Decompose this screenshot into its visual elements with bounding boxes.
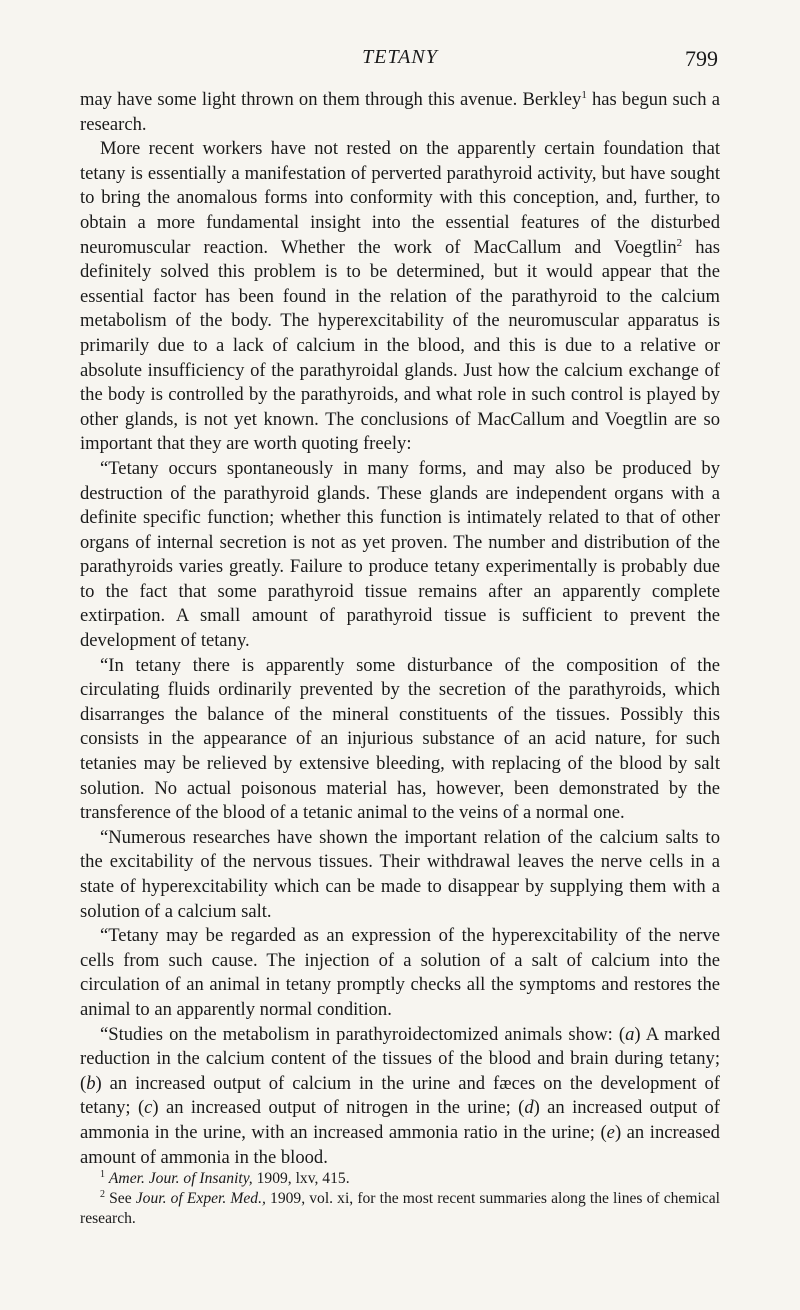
footnote-marker: 2 bbox=[676, 236, 683, 249]
italic-text: Jour. of Exper. Med., bbox=[135, 1190, 266, 1207]
footnote bbox=[80, 1169, 720, 1189]
italic-text: c bbox=[144, 1097, 153, 1119]
italic-text: a bbox=[625, 1023, 635, 1045]
page-header bbox=[80, 40, 720, 72]
footnote-marker: 1 bbox=[100, 1168, 105, 1180]
text-run: More recent workers have not rested on the apparently certain foundation that tetany is essentially a manifestation of perverted parathyroid activity, but have sought to bring the anomalous forms into conformity with this conception, and, further, to obtain a more fundamental insight into the essential features of the disturbed neuromuscular reaction. Whether the work of MacCallum and Voegtlin bbox=[80, 138, 720, 258]
text-run: “Studies on the metabolism in parathyroidectomized animals show: ( bbox=[100, 1023, 626, 1045]
italic-text: Amer. Jour. of Insanity, bbox=[108, 1170, 253, 1187]
footnote-marker: 2 bbox=[100, 1188, 105, 1200]
text-run: ) an increased amount of ammonia in the blood. bbox=[80, 1121, 720, 1168]
footnote bbox=[80, 1189, 720, 1229]
text-run: 1909, lxv, 415. bbox=[252, 1170, 350, 1187]
text-run: “Tetany may be regarded as an expression of the hyperexcitability of the nerve cells from such cause. The injection of a solution of a salt of calcium into the circulation of an animal in tetany promptly checks all the symptoms and restores the animal to an apparently normal condition. bbox=[80, 925, 720, 1020]
text-run: has definitely solved this problem is to be determined, but it would appear that the essential factor has been found in the relation of the parathyroid to the calcium metabolism of the body. The hyperexcitability of the neuromuscular apparatus is primarily due to a lack of calcium in the blood, and this is due to a relative or absolute insufficiency of the parathyroidal glands. Just how the calcium exchange of the body is controlled by the parathyroids, and what role in such control is played by other glands, is not yet known. The conclusions of MacCallum and Voegtlin are so important that they are worth quoting freely: bbox=[80, 236, 720, 455]
italic-text: b bbox=[86, 1072, 96, 1094]
body-text bbox=[80, 88, 720, 1170]
footnotes bbox=[80, 1169, 720, 1229]
running-title: TETANY bbox=[362, 46, 438, 68]
paragraph bbox=[80, 457, 720, 654]
text-run: “Tetany occurs spontaneously in many forms, and may also be produced by destruction of the parathyroid glands. These glands are independent organs with a definite specific function; whether this function is intimately related to that of other organs of internal secretion is not as yet proven. The number and distribution of the parathyroids varies greatly. Failure to produce tetany experimentally is probably due to the fact that some parathyroid tissue remains after an apparently complete extirpation. A small amount of parathyroid tissue is sufficient to prevent the development of tetany. bbox=[80, 457, 720, 652]
paragraph bbox=[80, 1023, 720, 1171]
text-run: may have some light thrown on them through this avenue. Berkley bbox=[80, 89, 582, 110]
footnote-marker: 1 bbox=[581, 88, 587, 101]
text-run: See bbox=[105, 1190, 136, 1207]
paragraph bbox=[80, 137, 720, 457]
text-run: ) an increased output of nitrogen in the urine; ( bbox=[152, 1097, 525, 1119]
paragraph bbox=[80, 654, 720, 826]
paragraph bbox=[80, 88, 720, 137]
page-number: 799 bbox=[685, 46, 718, 71]
italic-text: e bbox=[606, 1121, 615, 1143]
text-run: ) A marked reduction in the calcium content of the tissues of the blood and brain during tetany; ( bbox=[80, 1023, 720, 1094]
paragraph bbox=[80, 924, 720, 1022]
paragraph bbox=[80, 826, 720, 924]
text-run: “In tetany there is apparently some disturbance of the composition of the circulating fluids ordinarily prevented by the secretion of the parathyroids, which disarranges the balance of the mineral constituents of the tissues. Possibly this consists in the appearance of an injurious substance of an acid nature, for such tetanies may be relieved by extensive bleeding, with replacing of the blood by salt solution. No actual poisonous material has, however, been demonstrated by the transference of the blood of a tetanic animal to the veins of a normal one. bbox=[80, 654, 720, 824]
text-run: has begun such a research. bbox=[80, 89, 721, 135]
text-run: ) an increased output of ammonia in the urine, with an increased ammonia ratio in the urine; ( bbox=[80, 1097, 720, 1143]
text-run: 1909, vol. xi, for the most recent summaries along the lines of chemical research. bbox=[80, 1190, 720, 1227]
italic-text: d bbox=[524, 1097, 534, 1119]
text-run: ) an increased output of calcium in the urine and fæces on the development of tetany; ( bbox=[80, 1072, 720, 1119]
text-run: “Numerous researches have shown the important relation of the calcium salts to the excitability of the nervous tissues. Their withdrawal leaves the nerve cells in a state of hyperexcitability which can be made to disappear by supplying them with a solution of a calcium salt. bbox=[80, 826, 720, 922]
